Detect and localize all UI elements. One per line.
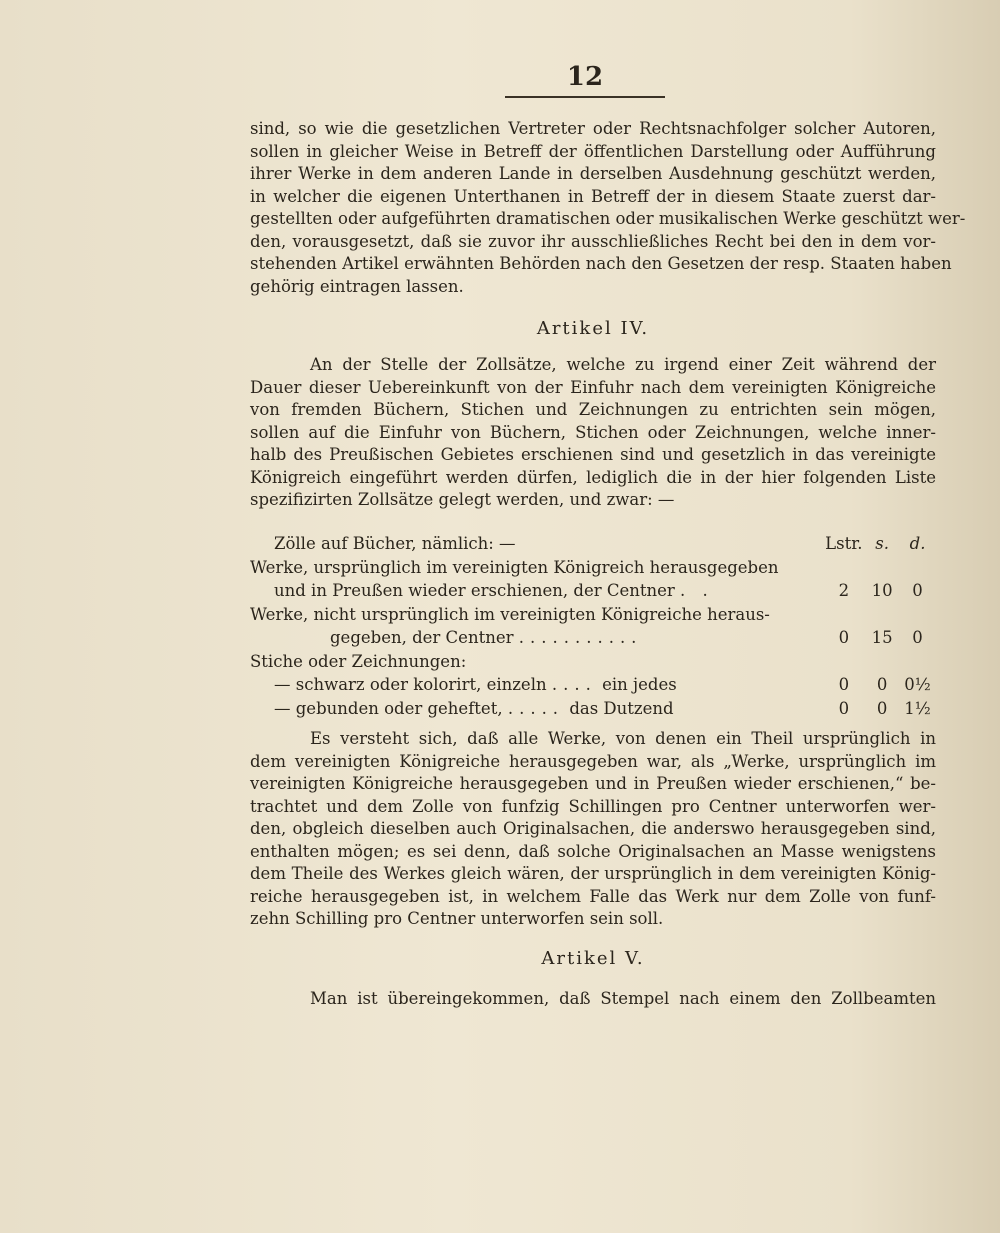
dot-leader: ........... bbox=[518, 628, 643, 648]
page-number: 12 bbox=[566, 62, 604, 92]
text-line: spezifizirten Zollsätze gelegt werden, und zwar: — bbox=[250, 490, 675, 509]
text-line: den, vorausgesetzt, daß sie zuvor ihr ausschließliches Recht bei den in dem vor- bbox=[250, 231, 936, 251]
text-line: sollen in gleicher Weise in Betreff der öffentlichen Darstellung oder Aufführung bbox=[250, 141, 936, 161]
text-line: gestellten oder aufgeführten dramatischen oder musikalischen Werke geschützt wer- bbox=[250, 209, 966, 228]
table-row bbox=[250, 556, 936, 580]
text-line: Es versteht sich, daß alle Werke, von denen ein Theil ursprünglich in bbox=[310, 729, 936, 748]
paragraph-4 bbox=[250, 988, 936, 1011]
text-line: stehenden Artikel erwähnten Behörden nach den Gesetzen der resp. Staaten haben bbox=[250, 254, 952, 273]
heading-artikel-v: Artikel V. bbox=[541, 948, 645, 969]
row-unit: ein jedes bbox=[602, 675, 677, 695]
column-header-lstr: Lstr. bbox=[825, 534, 863, 554]
text-line: An der Stelle der Zollsätze, welche zu irgend einer Zeit während der bbox=[310, 355, 936, 374]
value-s: 0 bbox=[876, 675, 888, 695]
row-text: Stiche oder Zeichnungen: bbox=[250, 651, 467, 671]
duties-table bbox=[250, 532, 936, 720]
table-row bbox=[250, 626, 936, 650]
text-line: enthalten mögen; es sei denn, daß solche Originalsachen an Masse wenigstens bbox=[250, 841, 936, 861]
text-line: dem Theile des Werkes gleich wären, der ursprünglich in dem vereinigten König- bbox=[250, 864, 936, 883]
value-s: 10 bbox=[871, 581, 893, 601]
column-header-s: s. bbox=[875, 534, 889, 554]
value-lstr: 0 bbox=[838, 675, 850, 695]
dot-leader: . . bbox=[680, 581, 714, 601]
value-d: 0 bbox=[912, 628, 923, 648]
text-line: Königreich eingeführt werden dürfen, lediglich die in der hier folgenden Liste bbox=[250, 467, 936, 487]
paragraph-2 bbox=[250, 354, 936, 512]
value-lstr: 0 bbox=[838, 698, 850, 718]
value-d: 0 bbox=[912, 581, 923, 601]
row-label: — schwarz oder kolorirt, einzeln bbox=[274, 675, 547, 695]
text-line: vereinigten Königreiche herausgegeben und in Preußen wieder erschienen,“ be- bbox=[250, 774, 936, 793]
text-line: sollen auf die Einfuhr von Büchern, Stichen oder Zeichnungen, welche inner- bbox=[250, 422, 936, 442]
value-d: 0½ bbox=[904, 675, 931, 695]
value-s: 0 bbox=[876, 698, 888, 718]
table-row bbox=[250, 697, 936, 721]
text-line: Dauer dieser Uebereinkunft von der Einfuhr nach dem vereinigten Königreiche bbox=[250, 377, 936, 397]
text-line: dem vereinigten Königreiche herausgegeben war, als „Werke, ursprünglich im bbox=[250, 751, 936, 771]
text-line: halb des Preußischen Gebietes erschienen sind und gesetzlich in das vereinigte bbox=[250, 445, 936, 464]
row-text bbox=[250, 579, 823, 603]
heading-artikel-iv: Artikel IV. bbox=[536, 318, 650, 339]
dot-leader: .... bbox=[551, 675, 597, 695]
text-line: ihrer Werke in dem anderen Lande in derselben Ausdehnung geschützt werden, bbox=[250, 164, 936, 183]
text-line: trachtet und dem Zolle von funfzig Schillingen pro Centner unterworfen wer- bbox=[250, 796, 936, 816]
dot-leader: ..... bbox=[507, 698, 565, 718]
text-line: Man ist übereingekommen, daß Stempel nach einem den Zollbeamten bbox=[310, 989, 936, 1008]
text-line: sind, so wie die gesetzlichen Vertreter oder Rechtsnachfolger solcher Autoren, bbox=[250, 119, 936, 138]
row-unit: das Dutzend bbox=[569, 698, 674, 718]
text-line: reiche herausgegeben ist, in welchem Falle das Werk nur dem Zolle von funf- bbox=[250, 886, 936, 906]
text-line: den, obgleich dieselben auch Originalsachen, die anderswo herausgegeben sind, bbox=[250, 819, 936, 838]
table-row bbox=[250, 603, 936, 627]
paragraph-3 bbox=[250, 728, 936, 931]
row-text bbox=[250, 697, 823, 721]
table-row bbox=[250, 579, 936, 603]
value-lstr: 2 bbox=[838, 581, 850, 601]
text-line: gehörig eintragen lassen. bbox=[250, 276, 464, 296]
row-label: gegeben, der Centner bbox=[330, 628, 514, 648]
row-label: und in Preußen wieder erschienen, der Centner bbox=[274, 581, 675, 601]
table-header-row bbox=[250, 532, 936, 556]
row-label: — gebunden oder geheftet, bbox=[274, 698, 503, 718]
page-number-rule bbox=[505, 96, 665, 98]
row-text bbox=[250, 673, 823, 697]
text-line: zehn Schilling pro Centner unterworfen sein soll. bbox=[250, 909, 664, 928]
value-d: 1½ bbox=[904, 698, 931, 718]
duties-header-label: Zölle auf Bücher, nämlich: — bbox=[274, 534, 516, 554]
text-line: von fremden Büchern, Stichen und Zeichnungen zu entrichten sein mögen, bbox=[250, 400, 936, 419]
table-row bbox=[250, 650, 936, 674]
column-header-d: d. bbox=[909, 534, 926, 554]
paragraph-1 bbox=[250, 118, 966, 298]
value-s: 15 bbox=[871, 628, 893, 648]
text-line: in welcher die eigenen Unterthanen in Betreff der in diesem Staate zuerst dar- bbox=[250, 186, 936, 206]
table-row bbox=[250, 673, 936, 697]
value-lstr: 0 bbox=[838, 628, 850, 648]
row-text: Werke, ursprünglich im vereinigten Königreich herausgegeben bbox=[250, 557, 779, 577]
row-text bbox=[250, 626, 823, 650]
row-text: Werke, nicht ursprünglich im vereinigten Königreiche heraus- bbox=[250, 604, 770, 624]
